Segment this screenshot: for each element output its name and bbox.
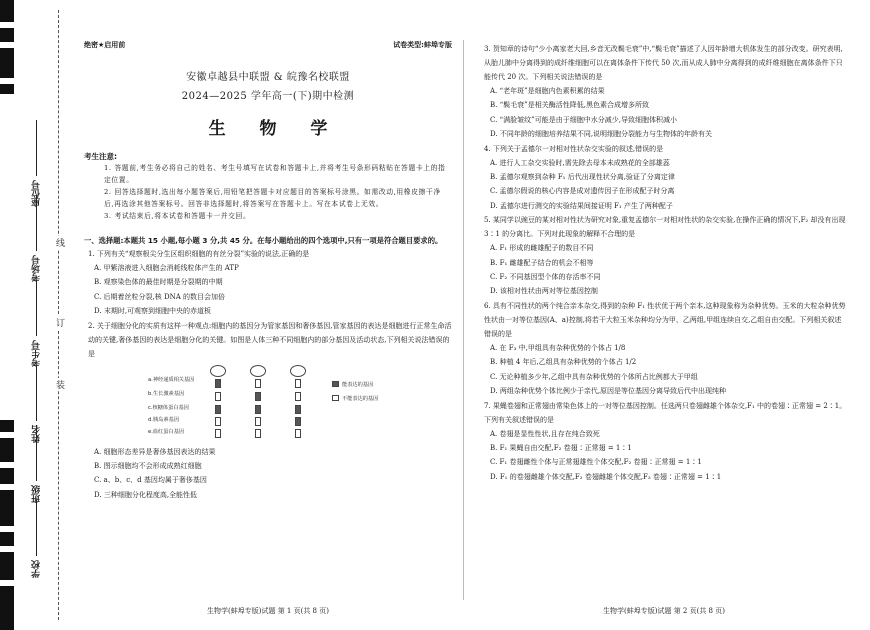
gene-box xyxy=(295,429,301,438)
stripe xyxy=(0,468,14,484)
q7-option-b: B. F₁ 果蝇自由交配,F₂ 卷翅∶正常翅 = 1∶1 xyxy=(490,443,632,452)
q2-option-a: A. 细胞形态差异是奢侈基因表达的结果 xyxy=(94,447,216,456)
question-6-stem: 6. 具有不同性状的两个纯合亲本杂交,得到的杂种 F₁ 性状优于两个亲本,这种现象称为杂种优势。玉米的大粒杂种优势性状由一对等位基因(A、a)控制,将若干大粒玉米杂种均分为甲、乙两组,甲组连续自交,乙组自由交配。下列相关叙述错误的是 xyxy=(484,301,846,338)
gene-box xyxy=(255,405,261,414)
gene-box xyxy=(215,405,221,414)
header-row xyxy=(82,40,454,52)
neuron-cell-icon xyxy=(210,365,226,377)
stripe xyxy=(0,438,14,462)
cut-line xyxy=(58,10,59,620)
question-2-stem: 2. 关于细胞分化的实质有这样一种观点:细胞内的基因分为管家基因和奢侈基因,管家基因的表达是细胞进行正常生命活动的关键,奢侈基因的表达是细胞分化的关键。如图是人体三种不同细胞内的部分基因及活动状态,下列相关说法错误的是 xyxy=(88,321,452,358)
q4-option-d: D. 孟德尔进行测交的实验结果间接证明 F₁ 产生了两种配子 xyxy=(490,201,673,210)
q6-option-c: C. 无论种植多少年,乙组中具有杂种优势的个体所占比例都大于甲组 xyxy=(490,372,698,381)
gene-label-c: c.核糖体蛋白基因 xyxy=(148,404,189,411)
q6-option-a: A. 在 F₃ 中,甲组具有杂种优势的个体占 1/8 xyxy=(490,343,626,352)
student-number-field[interactable] xyxy=(30,280,43,367)
gene-box xyxy=(255,429,261,438)
q2-option-c: C. a、b、c、d 基因均属于奢侈基因 xyxy=(94,476,207,485)
q7-option-c: C. F₁ 卷翅雌性个体与正常翅雄性个体交配,F₂ 卷翅∶正常翅 = 1∶1 xyxy=(490,458,702,467)
page-1-footer: 生物学(蚌埠专版)试题 第 1 页(共 8 页) xyxy=(207,607,329,615)
gene-label-a: a.神经递质相关基因 xyxy=(148,376,195,383)
question-5-stem: 5. 某同学以豌豆的某对相对性状为研究对象,重复孟德尔一对相对性状的杂交实验,在操作正确的情况下,F₂ 却没有出现 3∶1 的分离比。下列对此现象的解释不合理的是 xyxy=(484,216,846,239)
stripe xyxy=(0,28,14,42)
q5-option-b: B. F₁ 雌雄配子结合的机会不相等 xyxy=(490,258,594,267)
gene-box xyxy=(215,429,221,438)
school-field[interactable] xyxy=(30,500,43,578)
exam-title-line1: 安徽卓越县中联盟 & 皖豫名校联盟 xyxy=(186,72,350,83)
q5-option-a: A. F₁ 形成的雌雄配子的数目不同 xyxy=(490,244,594,253)
page-1 xyxy=(82,40,454,615)
stripe xyxy=(0,532,14,546)
room-number-label: 考场号 xyxy=(32,255,42,282)
q3-option-b: B. “鬓毛衰”是相关酶活性降低,黑色素合成增多所致 xyxy=(490,101,649,110)
q6-option-d: D. 两组杂种优势个体比例少于亲代,原因是等位基因分离导致后代中出现纯种 xyxy=(490,387,727,396)
gene-box xyxy=(255,392,261,401)
question-1-stem: 1. 下列有关“观察根尖分生区组织细胞的有丝分裂”实验的说法,正确的是 xyxy=(88,250,310,258)
stripe xyxy=(0,490,14,526)
page-2 xyxy=(478,40,850,615)
page-2-footer: 生物学(蚌埠专版)试题 第 2 页(共 8 页) xyxy=(603,607,725,615)
gene-box xyxy=(215,379,221,388)
q1-option-c: C. 后期着丝粒分裂,核 DNA 的数目会加倍 xyxy=(94,292,226,301)
room-number-field[interactable] xyxy=(30,195,43,282)
gene-box xyxy=(255,417,261,426)
cut-char-xian: 线 xyxy=(54,238,64,247)
gene-expression-figure xyxy=(122,365,382,441)
student-number-label: 考生号 xyxy=(32,340,42,367)
exam-title-line2: 2024—2025 学年高一(下)期中检测 xyxy=(181,91,355,102)
q2-option-b: B. 图示细胞均不会形成成熟红细胞 xyxy=(94,462,202,471)
legend-expressed-label: 能表达的基因 xyxy=(342,381,374,388)
pituitary-cell-icon xyxy=(250,365,266,377)
stripe xyxy=(0,48,14,78)
q3-option-a: A. “老年斑”是细胞内色素积累的结果 xyxy=(490,87,605,95)
stripe xyxy=(0,586,14,630)
q4-option-b: B. 孟德尔观察到杂种 F₁ 后代出现性状分离,验证了分离定律 xyxy=(490,173,675,182)
cut-char-zhuang: 装 xyxy=(54,380,64,389)
q6-option-b: B. 种植 4 年后,乙组具有杂种优势的个体占 1/2 xyxy=(490,358,637,367)
paper-type: 试卷类型:蚌埠专版 xyxy=(393,41,452,49)
gene-box xyxy=(255,379,261,388)
seat-number-field[interactable] xyxy=(30,120,43,207)
class-label: 班级 xyxy=(32,485,42,503)
blank-line xyxy=(37,425,38,481)
q7-option-d: D. F₁ 的卷翅雌雄个体交配,F₂ 卷翅雌雄个体交配,F₃ 卷翅∶正常翅 = 1∶1 xyxy=(490,472,722,481)
q1-option-b: B. 观察染色体的最佳时期是分裂期的中期 xyxy=(94,278,223,287)
gene-box xyxy=(295,405,301,414)
blank-line xyxy=(37,280,38,336)
islet-cell-icon xyxy=(290,365,306,377)
notice-item: 2. 回答选择题时,选出每小题答案后,用铅笔把答题卡对应题目的答案标号涂黑。如需改动,用橡皮擦干净后,再选涂其他答案标号。回答非选择题时,将答案写在答题卡上。写在本试卷上无效。 xyxy=(104,188,441,208)
name-label: 姓名 xyxy=(32,425,42,443)
q7-option-a: A. 卷翅是显性性状,且存在纯合致死 xyxy=(490,429,600,438)
gene-box xyxy=(295,392,301,401)
gene-box xyxy=(215,392,221,401)
stripe xyxy=(0,420,14,432)
q2-option-d: D. 三种细胞分化程度高,全能性低 xyxy=(94,490,198,499)
notice-item: 3. 考试结束后,将本试卷和答题卡一并交回。 xyxy=(104,212,251,220)
q4-option-c: C. 孟德尔假说的核心内容是成对遗传因子在形成配子时分离 xyxy=(490,187,675,196)
gene-label-e: e.血红蛋白基因 xyxy=(148,428,184,435)
q1-option-d: D. 末期时,可观察到细胞中央的赤道板 xyxy=(94,307,212,316)
binding-stripes xyxy=(0,0,14,630)
seat-number-label: 座位号 xyxy=(32,180,42,207)
gene-label-b: b.生长激素基因 xyxy=(148,390,185,397)
question-7-stem: 7. 果蝇卷翅和正常翅由常染色体上的一对等位基因控制。任选两只卷翅雌雄个体杂交,F₁ 中的卷翅∶正常翅 = 2∶1。下列有关叙述错误的是 xyxy=(484,401,847,424)
q3-option-d: D. 不同年龄的细胞培养结果不同,说明细胞分裂能力与生物体的年龄有关 xyxy=(490,130,713,139)
question-4-stem: 4. 下列关于孟德尔一对相对性状杂交实验的叙述,错误的是 xyxy=(484,144,664,153)
question-3-stem: 3. 贺知章的诗句“少小离家老大回,乡音无改鬓毛衰”中,“鬓毛衰”描述了人因年龄增大机体发生的部分改变。研究表明,从胎儿肺中分离得到的成纤维细胞可以在离体条件下传代 50 次,而从成人肺中分离得到的成纤维细胞在离体条件下只能传代 20 次。下列相关说法错误的是 xyxy=(484,45,843,81)
blank-line xyxy=(37,365,38,421)
blank-line xyxy=(37,120,38,176)
gene-box xyxy=(295,379,301,388)
notice-item: 1. 答题前,考生务必将自己的姓名、考生号填写在试卷和答题卡上,并将考生号条形码粘贴在答题卡上的指定位置。 xyxy=(104,164,446,184)
stripe xyxy=(0,0,14,22)
blank-line xyxy=(37,500,38,556)
blank-line xyxy=(37,195,38,251)
q3-option-c: C. “满脸皱纹”可能是由于细胞中水分减少,导致细胞体积减小 xyxy=(490,115,677,124)
q5-option-c: C. F₂ 不同基因型个体的存活率不同 xyxy=(490,273,601,282)
legend-expressed-swatch xyxy=(332,381,339,387)
gene-box xyxy=(295,417,301,426)
legend-not-expressed-label: 不能表达的基因 xyxy=(342,395,379,402)
q1-option-a: A. 甲紫溶液进入细胞会消耗线粒体产生的 ATP xyxy=(94,264,239,272)
legend-not-expressed-swatch xyxy=(332,395,339,401)
gene-box xyxy=(215,417,221,426)
cut-char-ding: 订 xyxy=(54,318,64,327)
notice-heading: 考生注意: xyxy=(84,152,117,161)
subject-title: 生 物 学 xyxy=(208,119,342,139)
binding-strip xyxy=(0,0,95,630)
secret-mark: 绝密★启用前 xyxy=(84,41,126,49)
column-divider xyxy=(463,40,464,600)
q4-option-a: A. 进行人工杂交实验时,需先除去母本未成熟花的全部雄蕊 xyxy=(490,158,670,167)
class-field[interactable] xyxy=(30,425,43,503)
gene-label-d: d.胰岛素基因 xyxy=(148,416,179,423)
stripe xyxy=(0,84,14,94)
school-label: 学校 xyxy=(32,560,42,578)
q5-option-d: D. 该相对性状由两对等位基因控制 xyxy=(490,287,598,296)
section-heading: 一、选择题:本题共 15 小题,每小题 3 分,共 45 分。在每小题给出的四个选项中,只有一项是符合题目要求的。 xyxy=(84,236,443,245)
stripe xyxy=(0,552,14,580)
